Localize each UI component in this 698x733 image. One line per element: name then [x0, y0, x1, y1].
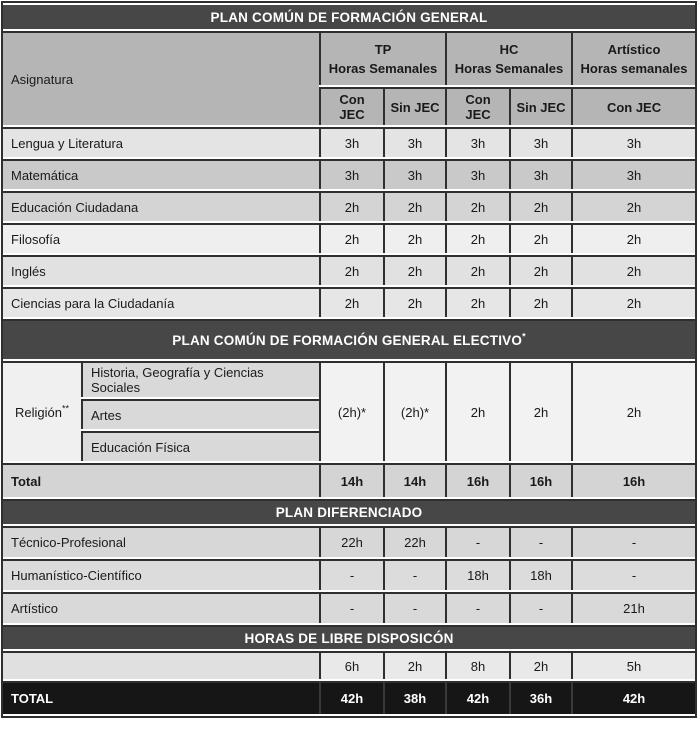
grand-total-cell: 36h: [509, 681, 571, 714]
curriculum-table: [1, 1, 697, 718]
jec-header-art-con: Con JEC: [571, 87, 695, 125]
subject-label: Filosofía: [3, 223, 319, 253]
grand-total-cell: 38h: [383, 681, 445, 714]
group-header-artistico: [571, 31, 695, 85]
hours-cell: 3h: [445, 127, 509, 157]
hours-cell: 2h: [509, 287, 571, 317]
religion-subject: Artes: [81, 399, 319, 429]
group-header-tp: [319, 31, 445, 85]
subject-row: [3, 159, 695, 189]
hours-cell: 2h: [383, 651, 445, 679]
total-hours-cell: 14h: [383, 463, 445, 497]
hours-cell: 2h: [445, 287, 509, 317]
hours-cell: -: [319, 592, 383, 623]
total-hours-cell: 16h: [509, 463, 571, 497]
hours-cell: -: [509, 526, 571, 557]
hours-cell: 8h: [445, 651, 509, 679]
religion-label-cell: [3, 361, 81, 461]
hours-cell: 2h: [319, 191, 383, 221]
subject-label: Matemática: [3, 159, 319, 189]
hours-cell: 2h: [383, 255, 445, 285]
hours-cell: 22h: [383, 526, 445, 557]
diferenciado-row: [3, 559, 695, 590]
hours-cell: -: [445, 592, 509, 623]
hours-cell: 2h: [571, 191, 695, 221]
section-header-electivo-row: [3, 319, 695, 359]
grand-total-label: TOTAL: [3, 681, 319, 714]
hours-cell: 2h: [509, 651, 571, 679]
grand-total-row: [3, 681, 695, 714]
religion-row: [3, 361, 695, 397]
hours-cell: 2h: [571, 287, 695, 317]
religion-hours-cell: 2h: [509, 361, 571, 461]
religion-subject: Historia, Geografía y Ciencias Sociales: [81, 361, 319, 397]
subject-label: Educación Ciudadana: [3, 191, 319, 221]
hours-cell: 2h: [383, 223, 445, 253]
diferenciado-row: [3, 526, 695, 557]
religion-hours-cell: 2h: [445, 361, 509, 461]
section-header-diferenciado-row: [3, 499, 695, 524]
religion-label: Religión: [15, 404, 62, 420]
hours-cell: 22h: [319, 526, 383, 557]
total-hours-cell: 16h: [571, 463, 695, 497]
libre-empty-cell: [3, 651, 319, 679]
subject-row: [3, 127, 695, 157]
hours-cell: 2h: [319, 223, 383, 253]
jec-header-tp-sin: Sin JEC: [383, 87, 445, 125]
hours-cell: 21h: [571, 592, 695, 623]
section-header-electivo: [3, 319, 695, 359]
hours-cell: -: [571, 526, 695, 557]
hours-cell: 18h: [445, 559, 509, 590]
libre-row: [3, 651, 695, 679]
hours-cell: -: [571, 559, 695, 590]
column-group-header-row: [3, 31, 695, 85]
hours-cell: 2h: [319, 255, 383, 285]
section-header-electivo-title: PLAN COMÚN DE FORMACIÓN GENERAL ELECTIVO: [172, 332, 523, 348]
section-header-electivo-asterisk: *: [522, 331, 526, 341]
group-header-tp-line2: Horas Semanales: [328, 61, 438, 76]
subject-row: [3, 191, 695, 221]
group-header-artistico-line2: Horas semanales: [580, 61, 688, 76]
hours-cell: 2h: [571, 223, 695, 253]
diferenciado-row: [3, 592, 695, 623]
religion-asterisks: **: [61, 403, 69, 414]
group-header-artistico-line1: Artístico: [607, 41, 661, 57]
curriculum-table-grid: [3, 3, 695, 716]
diferenciado-label: Humanístico-Científico: [3, 559, 319, 590]
religion-hours-cell: (2h)*: [383, 361, 445, 461]
hours-cell: 3h: [383, 159, 445, 189]
hours-cell: 18h: [509, 559, 571, 590]
hours-cell: -: [509, 592, 571, 623]
hours-cell: 5h: [571, 651, 695, 679]
hours-cell: -: [445, 526, 509, 557]
diferenciado-label: Técnico-Profesional: [3, 526, 319, 557]
hours-cell: 6h: [319, 651, 383, 679]
group-header-hc-line1: HC: [499, 41, 519, 57]
hours-cell: 2h: [319, 287, 383, 317]
hours-cell: 2h: [509, 255, 571, 285]
subject-label: Lengua y Literatura: [3, 127, 319, 157]
grand-total-cell: 42h: [445, 681, 509, 714]
hours-cell: 2h: [571, 255, 695, 285]
electivo-total-row: [3, 463, 695, 497]
hours-cell: 2h: [445, 255, 509, 285]
hours-cell: 3h: [383, 127, 445, 157]
religion-hours-cell: (2h)*: [319, 361, 383, 461]
subject-row: [3, 287, 695, 317]
hours-cell: 3h: [509, 127, 571, 157]
section-header-general: PLAN COMÚN DE FORMACIÓN GENERAL: [3, 5, 695, 29]
asignatura-header: Asignatura: [3, 31, 319, 125]
hours-cell: 3h: [445, 159, 509, 189]
hours-cell: -: [383, 559, 445, 590]
hours-cell: 2h: [445, 191, 509, 221]
grand-total-cell: 42h: [319, 681, 383, 714]
hours-cell: 2h: [509, 223, 571, 253]
hours-cell: 3h: [571, 127, 695, 157]
section-header-libre-row: [3, 625, 695, 649]
total-hours-cell: 14h: [319, 463, 383, 497]
hours-cell: -: [383, 592, 445, 623]
group-header-hc: [445, 31, 571, 85]
diferenciado-label: Artístico: [3, 592, 319, 623]
total-hours-cell: 16h: [445, 463, 509, 497]
jec-header-hc-con: Con JEC: [445, 87, 509, 125]
hours-cell: 2h: [383, 191, 445, 221]
hours-cell: 2h: [445, 223, 509, 253]
subject-label: Ciencias para la Ciudadanía: [3, 287, 319, 317]
section-header-diferenciado: PLAN DIFERENCIADO: [3, 499, 695, 524]
group-header-tp-line1: TP: [374, 41, 392, 57]
grand-total-cell: 42h: [571, 681, 695, 714]
jec-header-hc-sin: Sin JEC: [509, 87, 571, 125]
subject-row: [3, 223, 695, 253]
hours-cell: 2h: [383, 287, 445, 317]
electivo-total-label: Total: [3, 463, 319, 497]
hours-cell: 2h: [509, 191, 571, 221]
hours-cell: 3h: [509, 159, 571, 189]
section-header-libre: HORAS DE LIBRE DISPOSICÓN: [3, 625, 695, 649]
hours-cell: 3h: [319, 159, 383, 189]
hours-cell: 3h: [319, 127, 383, 157]
section-header-general-row: [3, 5, 695, 29]
subject-label: Inglés: [3, 255, 319, 285]
group-header-hc-line2: Horas Semanales: [454, 61, 564, 76]
religion-hours-cell: 2h: [571, 361, 695, 461]
subject-row: [3, 255, 695, 285]
hours-cell: 3h: [571, 159, 695, 189]
hours-cell: -: [319, 559, 383, 590]
jec-header-tp-con: Con JEC: [319, 87, 383, 125]
religion-subject: Educación Física: [81, 431, 319, 461]
